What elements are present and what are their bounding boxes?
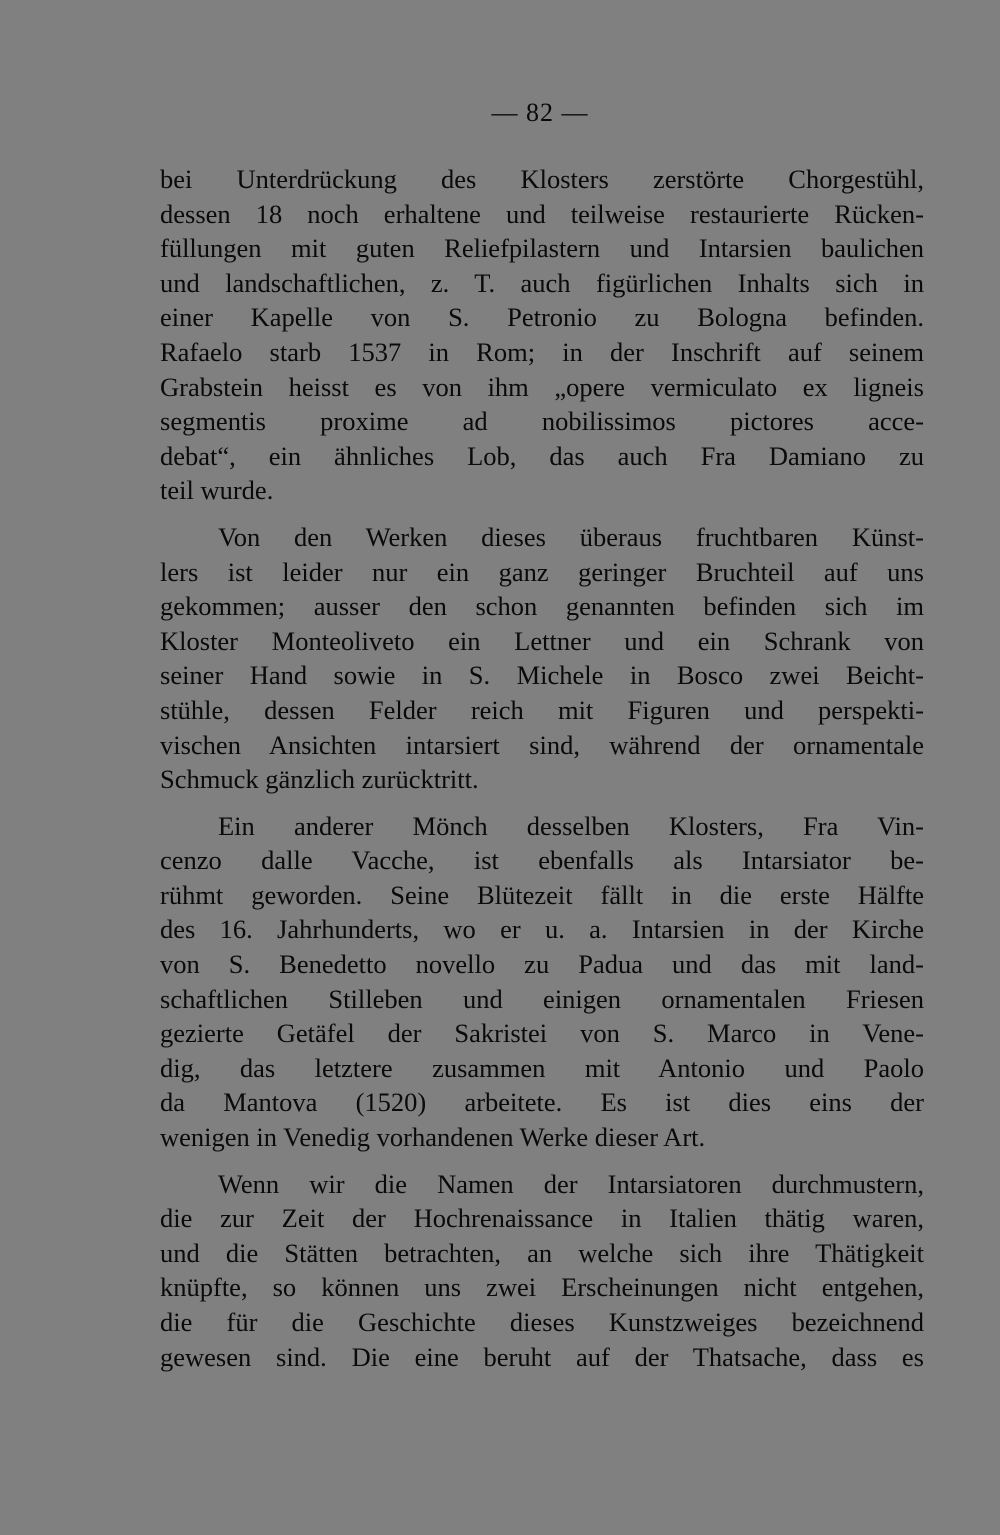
text-line: teil wurde. xyxy=(160,475,274,506)
paragraph-1 xyxy=(160,162,924,508)
text-line: knüpfte, so können uns zwei Erscheinungen nicht entgehen, xyxy=(160,1272,924,1303)
text-line: dessen 18 noch erhaltene und teilweise restaurierte Rücken- xyxy=(160,198,924,229)
text-line: segmentis proxime ad nobilissimos pictores acce- xyxy=(160,406,924,437)
paragraph-2 xyxy=(160,520,924,797)
text-line: und landschaftlichen, z. T. auch figürlichen Inhalts sich in xyxy=(160,267,924,298)
text-line: stühle, dessen Felder reich mit Figuren und perspekti- xyxy=(160,694,924,725)
text-line: Ein anderer Mönch desselben Klosters, Fra Vin- xyxy=(218,810,924,841)
text-line: Rafaelo starb 1537 in Rom; in der Inschrift auf seinem xyxy=(160,336,924,367)
text-line: dig, das letztere zusammen mit Antonio und Paolo xyxy=(160,1052,924,1083)
text-line: gekommen; ausser den schon genannten befinden sich im xyxy=(160,591,924,622)
text-line: Wenn wir die Namen der Intarsiatoren durchmustern, xyxy=(218,1168,924,1199)
paragraph-3 xyxy=(160,809,924,1155)
text-line: gezierte Getäfel der Sakristei von S. Marco in Vene- xyxy=(160,1018,924,1049)
text-line: vischen Ansichten intarsiert sind, während der ornamentale xyxy=(160,729,924,760)
paragraph-4 xyxy=(160,1167,924,1375)
text-line: Schmuck gänzlich zurücktritt. xyxy=(160,764,479,795)
text-line: Kloster Monteoliveto ein Lettner und ein Schrank von xyxy=(160,625,924,656)
text-line: schaftlichen Stilleben und einigen ornamentalen Friesen xyxy=(160,983,924,1014)
text-line: lers ist leider nur ein ganz geringer Bruchteil auf uns xyxy=(160,556,924,587)
text-line: des 16. Jahrhunderts, wo er u. a. Intarsien in der Kirche xyxy=(160,914,924,945)
text-line: cenzo dalle Vacche, ist ebenfalls als Intarsiator be- xyxy=(160,845,924,876)
body-text xyxy=(160,162,924,1374)
text-line: seiner Hand sowie in S. Michele in Bosco zwei Beicht- xyxy=(160,660,924,691)
text-line: Von den Werken dieses überaus fruchtbaren Künst- xyxy=(218,521,924,552)
text-line: rühmt geworden. Seine Blütezeit fällt in die erste Hälfte xyxy=(160,879,924,910)
text-line: von S. Benedetto novello zu Padua und das mit land- xyxy=(160,949,924,980)
text-line: und die Stätten betrachten, an welche sich ihre Thätigkeit xyxy=(160,1237,924,1268)
text-line: wenigen in Venedig vorhandenen Werke dieser Art. xyxy=(160,1122,706,1153)
text-line: die zur Zeit der Hochrenaissance in Italien thätig waren, xyxy=(160,1203,924,1234)
text-line: gewesen sind. Die eine beruht auf der Thatsache, dass es xyxy=(160,1341,924,1372)
text-line: debat“, ein ähnliches Lob, das auch Fra Damiano zu xyxy=(160,440,924,471)
page-number: — 82 — xyxy=(491,98,589,127)
text-line: da Mantova (1520) arbeitete. Es ist dies eins der xyxy=(160,1087,924,1118)
text-line: füllungen mit guten Reliefpilastern und Intarsien baulichen xyxy=(160,233,924,264)
text-line: Grabstein heisst es von ihm „opere vermiculato ex ligneis xyxy=(160,371,924,402)
text-line: einer Kapelle von S. Petronio zu Bologna befinden. xyxy=(160,302,924,333)
text-line: die für die Geschichte dieses Kunstzweiges bezeichnend xyxy=(160,1307,924,1337)
text-line: bei Unterdrückung des Klosters zerstörte Chorgestühl, xyxy=(160,164,924,194)
